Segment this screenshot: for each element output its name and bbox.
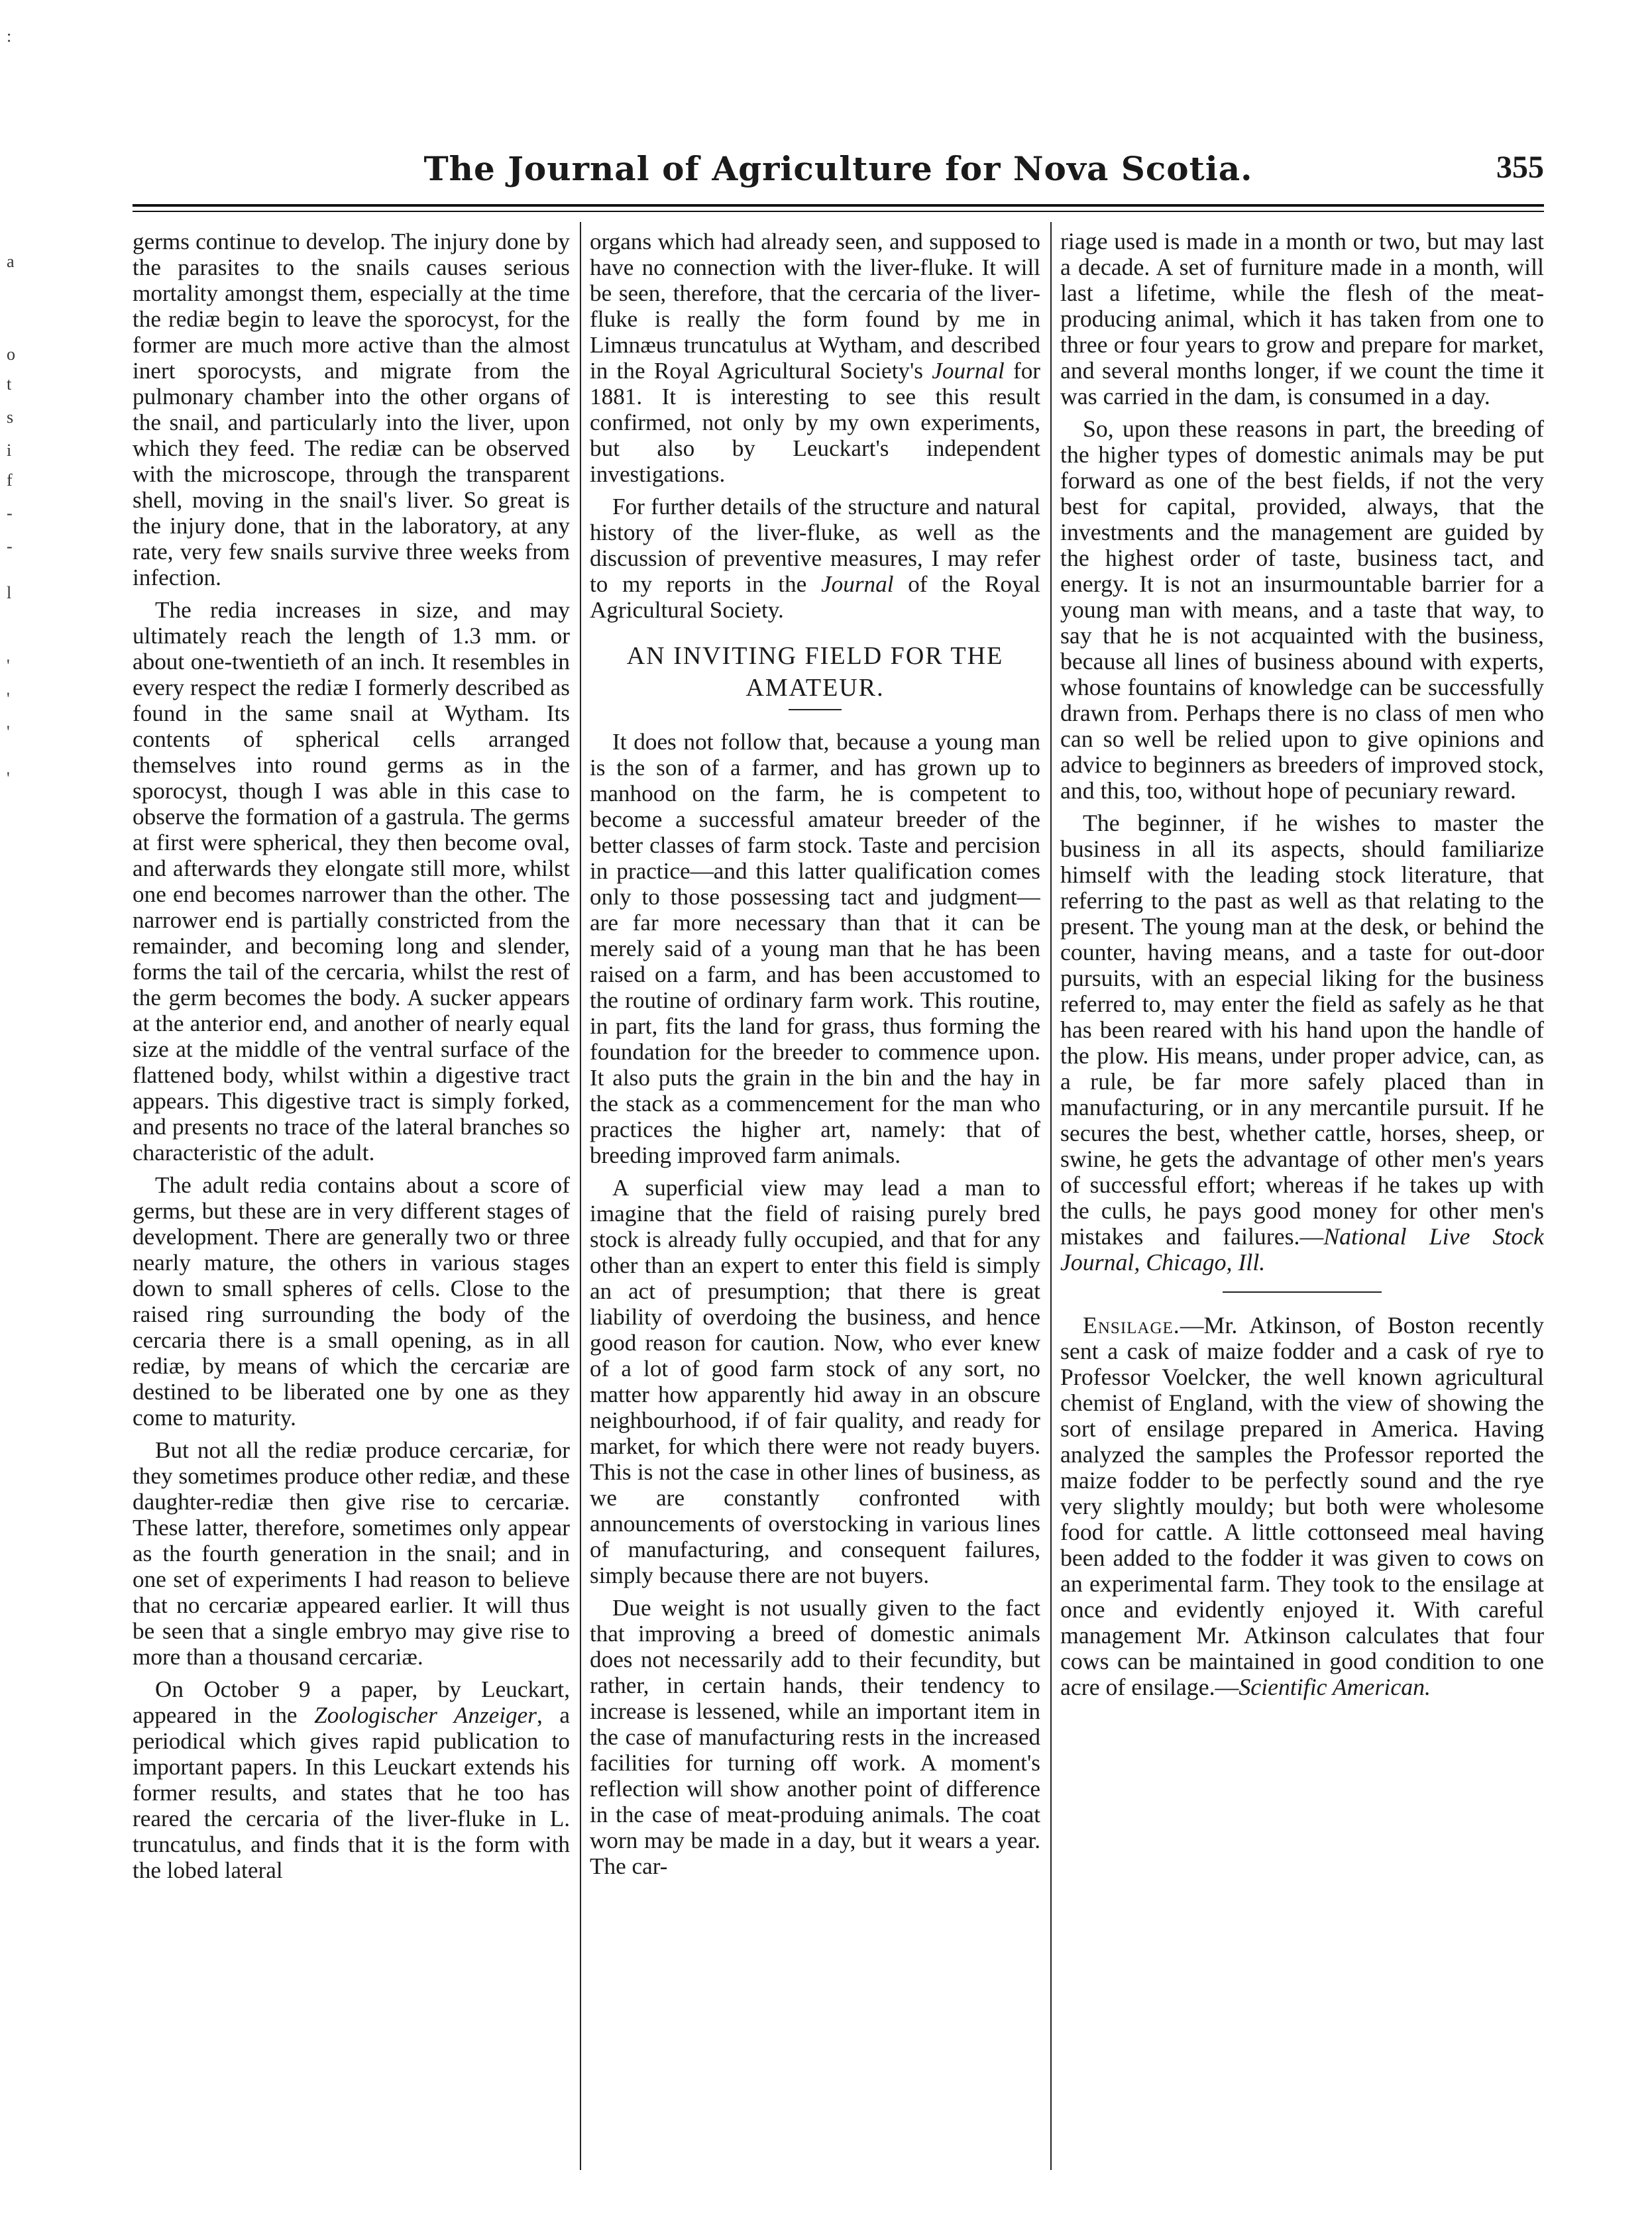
article-separator — [1223, 1291, 1382, 1293]
paragraph — [590, 229, 1040, 487]
source-citation: National Live Stock Journal, Chicago, Ill. — [1060, 1223, 1544, 1276]
margin-mark: ' — [7, 689, 10, 708]
paragraph: It does not follow that, because a young man is the son of a farmer, and has grown up to manhood on the farm, he is competent to become a successful amateur breeder of the better classes of farm stock. Taste and percision in practice—and this latter qualification comes only to those possessing tact and judgment—are far more necessary than that it can be merely said of a young man that he has been raised on a farm, and has been accustomed to the routine of ordinary farm work. This routine, in part, fits the land for grass, thus forming the foundation for the breeder to commence upon. It also puts the grain in the bin and the hay in the stack as a commencement for the man who practices the higher art, namely: that of breeding improved farm animals. — [590, 729, 1040, 1168]
margin-mark: - — [7, 504, 13, 523]
column-divider-1 — [580, 222, 581, 2170]
source-citation: Scientific American. — [1239, 1674, 1431, 1700]
paragraph: A superficial view may lead a man to imagine that the field of raising purely bred stock is already fully occupied, and that for any other than an expert to enter this field is simply an act of presumption; that there is great liability of overdoing the business, and hence good reason for caution. Now, who ever knew of a lot of good farm stock of any sort, no matter how apparently hid away in an obscure neighbourhood, if of fair quality, and ready for market, for which there were not ready buyers. This is not the case in other lines of business, as we are constantly confronted with announcements of overstocking in various lines of manufacturing, and consequent failures, simply because there are not buyers. — [590, 1175, 1040, 1588]
page-number: 355 — [1496, 150, 1544, 185]
paragraph: But not all the rediæ produce cercariæ, for they sometimes produce other rediæ, and these daughter-rediæ then give rise to cercariæ. These latter, therefore, sometimes only appear as the fourth generation in the snail; and in one set of experiments I had reason to believe that no cercariæ appeared earlier. It will thus be seen that a single embryo may give rise to more than a thousand cercariæ. — [133, 1437, 570, 1670]
paragraph — [590, 494, 1040, 623]
margin-mark: ' — [7, 722, 10, 741]
margin-mark: t — [7, 374, 12, 394]
margin-mark: o — [7, 345, 15, 364]
text-run: , a periodical which gives rapid publication to important papers. In this Leuckart extends his former results, and states that he too has reared the cercaria of the liver-fluke in L. truncatulus, and finds that it is the form with the lobed lateral — [133, 1702, 570, 1883]
margin-mark: f — [7, 470, 13, 490]
paragraph — [1060, 810, 1544, 1276]
paragraph — [133, 1676, 570, 1883]
section-lead: Ensilage. — [1083, 1312, 1180, 1338]
publication-name: Zoologischer Anzeiger — [314, 1702, 537, 1728]
text-run: The beginner, if he wishes to master the business in all its aspects, should familiarize himself with the leading stock literature, that referring to the past as well as that relating to the present. The young man at the desk, or behind the counter, having means, and a taste for out-door pursuits, with an especial liking for the business referred to, may enter the field as safely as he that has been reared with his hand upon the handle of the plow. His means, under proper advice, can, as a rule, be far more safely placed than in manufacturing, or in any mercantile pursuit. If he secures the best, whether cattle, horses, sheep, or swine, he gets the advantage of other men's years of successful effort; whereas if he takes up with the culls, he pays good money for other men's mistakes and failures.— — [1060, 810, 1544, 1250]
left-margin-marks — [0, 0, 46, 2231]
publication-name: Journal — [821, 571, 894, 597]
article-title: AN INVITING FIELD FOR THE AMATEUR. — [626, 642, 1004, 702]
text-run: for 1881. It is interesting to see this result confirmed, not only by my own experiments, but also by Leuckart's independent investigations. — [590, 358, 1040, 487]
margin-mark: l — [7, 583, 12, 602]
publication-name: Journal — [932, 358, 1005, 384]
header-rule-thick — [133, 204, 1544, 207]
column-1 — [133, 229, 570, 2170]
text-run: For further details of the structure and natural history of the liver-fluke, as well as the discussion of preventive measures, I may refer to my reports in the — [590, 494, 1040, 597]
margin-mark: s — [7, 408, 14, 427]
margin-mark: : — [7, 27, 12, 46]
paragraph: The redia increases in size, and may ultimately reach the length of 1.3 mm. or about one-twentieth of an inch. It resembles in every respect the rediæ I formerly described as found in the same snail at Wytham. Its contents of spherical cells arranged themselves into round germs as in the sporocyst, though I was able in this case to observe the formation of a gastrula. The germs at first were spherical, they then become oval, and afterwards they elongate still more, whilst one end becomes narrower than the other. The narrower end is partially constricted from the remainder, and becoming long and slender, forms the tail of the cercaria, whilst the rest of the germ becomes the body. A sucker appears at the anterior end, and another of nearly equal size at the middle of the ventral surface of the flattened body, whilst within a digestive tract appears. This digestive tract is simply forked, and presents no trace of the lateral branches so characteristic of the adult. — [133, 597, 570, 1166]
text-run: of the Royal Agricultural Society. — [590, 571, 1040, 623]
column-3 — [1060, 229, 1544, 2170]
paragraph — [1060, 1313, 1544, 1700]
text-run: organs which had already seen, and supposed to have no connection with the liver-fluke. It will be seen, therefore, that the cercaria of the liver-fluke is really the form found by me in Limnæus truncatulus at Wytham, and described in the Royal Agricultural Society's — [590, 229, 1040, 384]
page-header — [133, 149, 1544, 195]
margin-mark: a — [7, 252, 15, 271]
margin-mark: ' — [7, 656, 10, 675]
column-2 — [590, 229, 1040, 2170]
margin-mark: ' — [7, 769, 10, 788]
paragraph: The adult redia contains about a score of germs, but these are in very different stages of development. There are generally two or three nearly mature, the others in various stages down to small spheres of cells. Close to the raised ring surrounding the body of the cercaria there is a small opening, as in all rediæ, by means of which the cercariæ are destined to be liberated one by one as they come to maturity. — [133, 1172, 570, 1431]
paragraph: germs continue to develop. The injury done by the parasites to the snails causes serious mortality amongst them, especially at the time the rediæ begin to leave the sporocyst, for the former are much more active than the almost inert sporocysts, and migrate from the pulmonary chamber into the other organs of the snail, and particularly into the liver, upon which they feed. The rediæ can be observed with the microscope, through the transparent shell, moving in the snail's liver. So great is the injury done, that in the laboratory, at any rate, very few snails survive three weeks from infection. — [133, 229, 570, 590]
text-run: —Mr. Atkinson, of Boston recently sent a cask of maize fodder and a cask of rye to Professor Voelcker, the well known agricultural chemist of England, with the view of showing the sort of ensilage prepared in America. Having analyzed the samples the Professor reported the maize fodder to be perfectly sound and the rye very slightly mouldy; but both were wholesome food for cattle. A little cottonseed meal having been added to the fodder it was given to cows on an experimental farm. They took to the ensilage at once and evidently enjoyed it. With careful management Mr. Atkinson calculates that four cows can be maintained in good condition to one acre of ensilage.— — [1060, 1312, 1544, 1700]
text-run: On October 9 a paper, by Leuckart, appeared in the — [133, 1676, 570, 1728]
header-rule-thin — [133, 211, 1544, 212]
journal-title: The Journal of Agriculture for Nova Scotia. — [423, 149, 1253, 188]
margin-mark: i — [7, 441, 12, 460]
margin-mark: - — [7, 537, 13, 556]
paragraph: So, upon these reasons in part, the breeding of the higher types of domestic animals may be put forward as one of the best fields, if not the very best for capital, provided, always, that the investments and the management are guided by the highest order of taste, business tact, and energy. It is not an insurmountable barrier for a young man with means, and a taste that way, to say that he is not acquainted with the business, because all lines of business abound with experts, whose fountains of knowledge can be successfully drawn from. Perhaps there is no class of men who can so well be relied upon to give opinions and advice to beginners as breeders of improved stock, and this, too, without hope of pecuniary reward. — [1060, 415, 1544, 804]
paragraph: Due weight is not usually given to the fact that improving a breed of domestic animals does not necessarily add to their fecundity, but rather, in certain hands, their tendency to increase is lessened, while an important item in the case of manufacturing rests in the increased facilities for turning off work. A moment's reflection will show another point of difference in the case of meat-produing animals. The coat worn may be made in a day, but it wears a year. The car- — [590, 1595, 1040, 1879]
column-divider-2 — [1050, 222, 1052, 2170]
paragraph: riage used is made in a month or two, but may last a decade. A set of furniture made in a month, will last a lifetime, while the flesh of the meat-producing animal, which it has taken from one to three or four years to grow and prepare for market, and several months longer, if we count the time it was carried in the dam, is consumed in a day. — [1060, 229, 1544, 409]
title-rule — [789, 709, 842, 710]
